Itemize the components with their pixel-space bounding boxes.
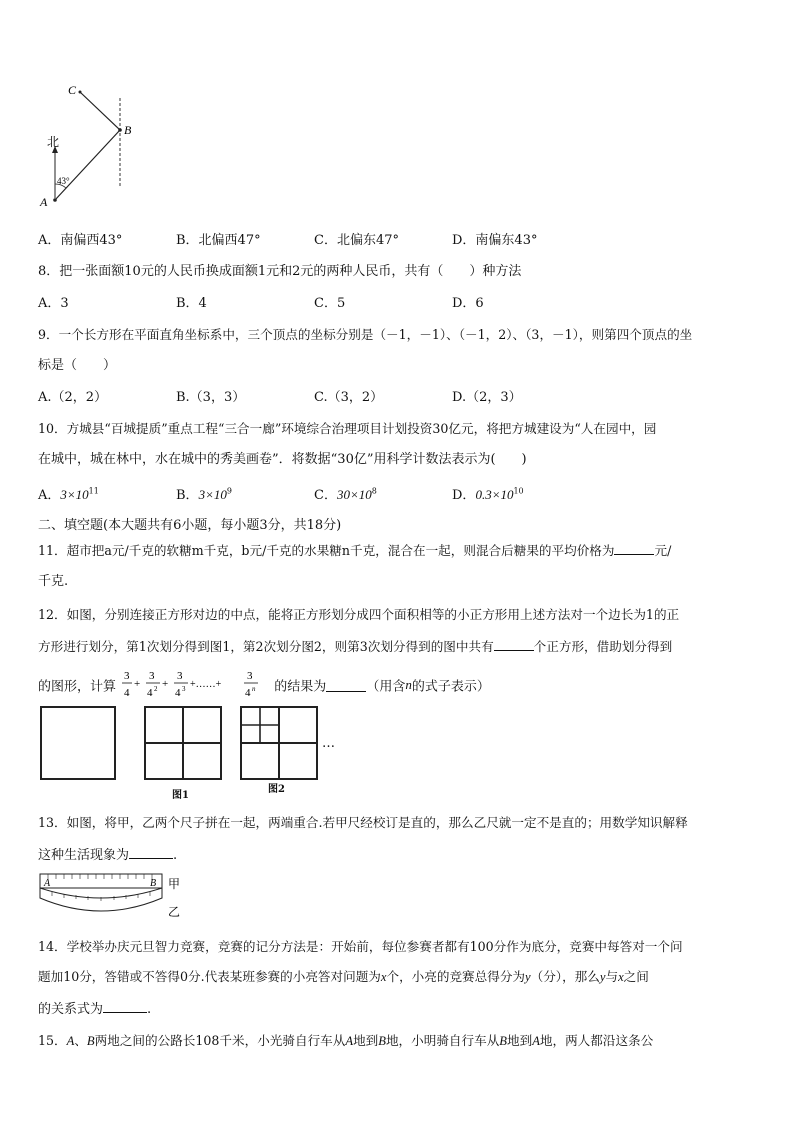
q7-option-c: C．北偏东47° [314, 233, 399, 248]
q14-stem-line1: 14．学校举办庆元旦智力竞赛，竞赛的记分方法是：开始前，每位参赛者都有100分作为底分，竞赛中每答对一个问 [38, 939, 683, 954]
q8-option-a: A．3 [38, 296, 69, 311]
point-a [53, 198, 57, 202]
svg-text:n: n [252, 685, 256, 693]
q11-stem-line1: 11．超市把a元/千克的软糖m千克，b元/千克的水果糖n千克，混合在一起，则混合后糖果的平均价格为 元/ [38, 543, 672, 558]
q9-option-d: D.（2，3） [452, 390, 522, 405]
q10-stem-line1: 10．方城县“百城提质”重点工程“三合一廊”环境综合治理项目计划投资30亿元，将把方城建设为“人在园中，园 [38, 421, 657, 436]
q10-stem-line2: 在城中，城在林中，水在城中的秀美画卷”．将数据“30亿”用科学计数法表示为( ) [38, 452, 527, 467]
q9-stem-line2: 标是（ ） [38, 358, 117, 373]
square-figure-1 [144, 706, 222, 782]
q14-stem-line2: 题加10分，答错或不答得0分.代表某班参赛的小亮答对问题为x个，小亮的竞赛总得分为y（分），那么y与x之间 [38, 969, 649, 984]
svg-text:甲: 甲 [168, 877, 181, 891]
svg-text:+……+: +……+ [190, 679, 222, 690]
svg-text:3: 3 [182, 685, 186, 693]
segment-cb [80, 92, 120, 130]
svg-text:B: B [150, 878, 157, 889]
svg-text:3: 3 [149, 670, 155, 682]
svg-text:4: 4 [245, 687, 251, 699]
q14-stem-line3: 的关系式为 . [38, 1002, 152, 1017]
direction-figure [30, 80, 140, 220]
q7-option-b: B．北偏西47° [176, 233, 261, 248]
rulers-figure [38, 870, 188, 924]
label-b: B [124, 123, 132, 137]
svg-text:4: 4 [147, 687, 153, 699]
series-expression [120, 668, 270, 702]
q11-stem-line2: 千克. [38, 574, 69, 589]
angle-label: 43° [57, 176, 70, 186]
label-north: 北 [47, 135, 60, 149]
q9-stem-line1: 9．一个长方形在平面直角坐标系中，三个顶点的坐标分别是（－1，－1）、（－1，2）、（3，－1），则第四个顶点的坐 [38, 327, 693, 342]
q12-stem-line1: 12．如图，分别连接正方形对边的中点，能将正方形划分成四个面积相等的小正方形用上述方法对一个边长为1的正 [38, 607, 680, 622]
q13-stem-line1: 13．如图，将甲，乙两个尺子拼在一起，两端重合.若甲尺经校订是直的，那么乙尺就一定不是直的；用数学知识解释 [38, 815, 688, 830]
square-figure-2 [240, 706, 318, 782]
q13-stem-line2: 这种生活现象为 . [38, 848, 178, 863]
q7-option-a: A．南偏西43° [38, 233, 123, 248]
svg-text:4: 4 [124, 687, 130, 699]
svg-text:+: + [162, 678, 169, 690]
q8-option-b: B．4 [176, 296, 207, 311]
svg-text:3: 3 [124, 670, 130, 682]
q10-option-c: C．$30\times 10^8$ [314, 486, 377, 503]
q8-option-c: C．5 [314, 296, 346, 311]
q12-stem-line2: 方形进行划分，第1次划分得到图1，第2次划分图2，则第3次划分得到的图中共有 个正方形，借助划分得到 [38, 639, 673, 654]
svg-text:A: A [44, 878, 51, 889]
q12-stem-line3: 的图形，计算 3 4 + 3 4 2 + 3 4 3 +……+ 3 4 n 的结果为 （用含n的式子表示） [38, 668, 490, 702]
svg-text:+: + [134, 678, 141, 690]
figure-ellipsis: … [322, 736, 335, 751]
q8-option-d: D．6 [452, 296, 484, 311]
svg-text:乙: 乙 [168, 905, 181, 919]
q10-option-a: A．$3\times 10^{11}$ [38, 486, 99, 503]
svg-text:3: 3 [177, 670, 183, 682]
q7-option-d: D．南偏东43° [452, 233, 538, 248]
q9-option-b: B.（3，3） [176, 390, 246, 405]
label-c: C [68, 83, 77, 97]
label-a: A [40, 195, 48, 209]
point-b [118, 128, 122, 132]
point-c [79, 91, 82, 94]
segment-ab [55, 130, 120, 200]
figure-1-caption: 图1 [172, 790, 189, 801]
square-figure-0 [40, 706, 116, 780]
svg-text:2: 2 [154, 685, 158, 693]
svg-text:4: 4 [175, 687, 181, 699]
q10-option-b: B．$3\times 10^9$ [176, 486, 232, 503]
figure-2-caption: 图2 [268, 784, 285, 795]
q9-option-a: A.（2，2） [38, 390, 108, 405]
svg-text:3: 3 [247, 670, 253, 682]
section-heading: 二、填空题(本大题共有6小题，每小题3分，共18分) [38, 518, 342, 533]
q10-option-d: D．$0.3\times 10^{10}$ [452, 486, 524, 503]
q9-option-c: C.（3，2） [314, 390, 384, 405]
q8-stem: 8．把一张面额10元的人民币换成面额1元和2元的两种人民币，共有（ ）种方法 [38, 264, 522, 279]
q15-stem-line1: 15．A、B两地之间的公路长108千米，小光骑自行车从A地到B地，小明骑自行车从B地到A地，两人都沿这条公 [38, 1033, 654, 1048]
